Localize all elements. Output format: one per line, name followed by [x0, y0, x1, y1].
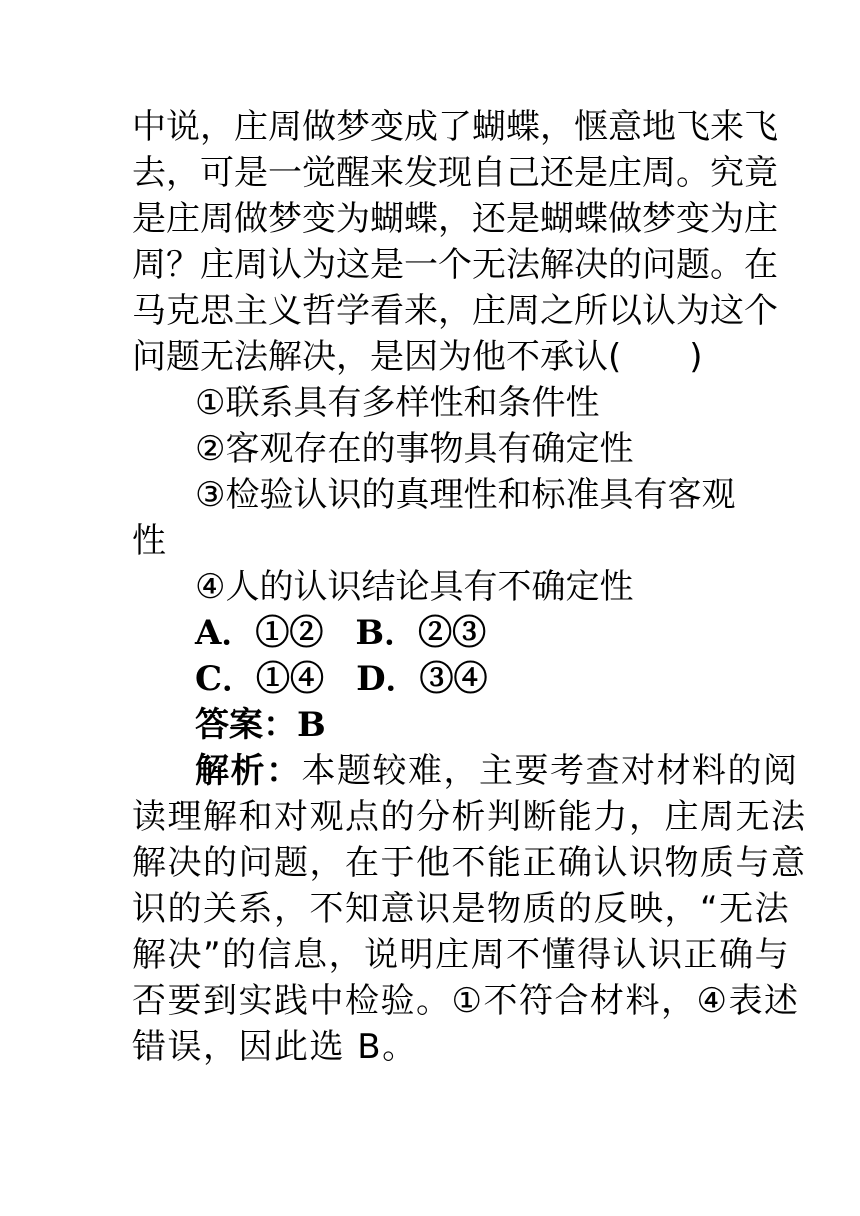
question-line: 去，可是一觉醒来发现自己还是庄周。究竟: [132, 153, 778, 193]
statement-3-continued: 性: [132, 521, 166, 561]
option-a: A．①②: [195, 613, 324, 653]
analysis-line: [132, 748, 799, 794]
analysis-line: 解决”的信息，说明庄周不懂得认识正确与: [132, 935, 791, 975]
analysis-line: 解决的问题，在于他不能正确认识物质与意: [132, 843, 807, 883]
statement-list: [132, 380, 736, 610]
analysis: [132, 748, 807, 1070]
statement-3: ③检验认识的真理性和标准具有客观: [195, 475, 736, 515]
analysis-line: 错误，因此选 B。: [132, 1027, 418, 1067]
answer: [132, 702, 732, 748]
analysis-text: 本题较难，主要考查对材料的阅: [301, 751, 799, 791]
option-row: [132, 610, 732, 656]
question-line: 问题无法解决，是因为他不承认( ): [132, 337, 703, 377]
question-document: [132, 104, 807, 1070]
option-c: C．①④: [195, 659, 325, 699]
question-line: 周？庄周认为这是一个无法解决的问题。在: [132, 245, 778, 285]
question-stem: [132, 104, 778, 380]
answer-label: 答案：: [195, 705, 297, 745]
statement-2: ②客观存在的事物具有确定性: [195, 429, 634, 469]
option-d: D．③④: [356, 659, 488, 699]
option-row: [132, 656, 732, 702]
question-line: 是庄周做梦变为蝴蝶，还是蝴蝶做梦变为庄: [132, 199, 778, 239]
answer-options: [132, 610, 732, 702]
statement-1: ①联系具有多样性和条件性: [195, 383, 600, 423]
analysis-line: 否要到实践中检验。①不符合材料，④表述: [132, 981, 800, 1021]
analysis-line: 读理解和对观点的分析判断能力，庄周无法: [132, 797, 807, 837]
statement-4: ④人的认识结论具有不确定性: [195, 567, 634, 607]
option-b: B．②③: [355, 613, 487, 653]
question-line: 中说，庄周做梦变成了蝴蝶，惬意地飞来飞: [132, 107, 778, 147]
analysis-label: 解析：: [195, 751, 302, 791]
answer-value: B: [297, 705, 326, 745]
question-line: 马克思主义哲学看来，庄周之所以认为这个: [132, 291, 778, 331]
analysis-line: 识的关系，不知意识是物质的反映，“无法: [132, 889, 791, 929]
